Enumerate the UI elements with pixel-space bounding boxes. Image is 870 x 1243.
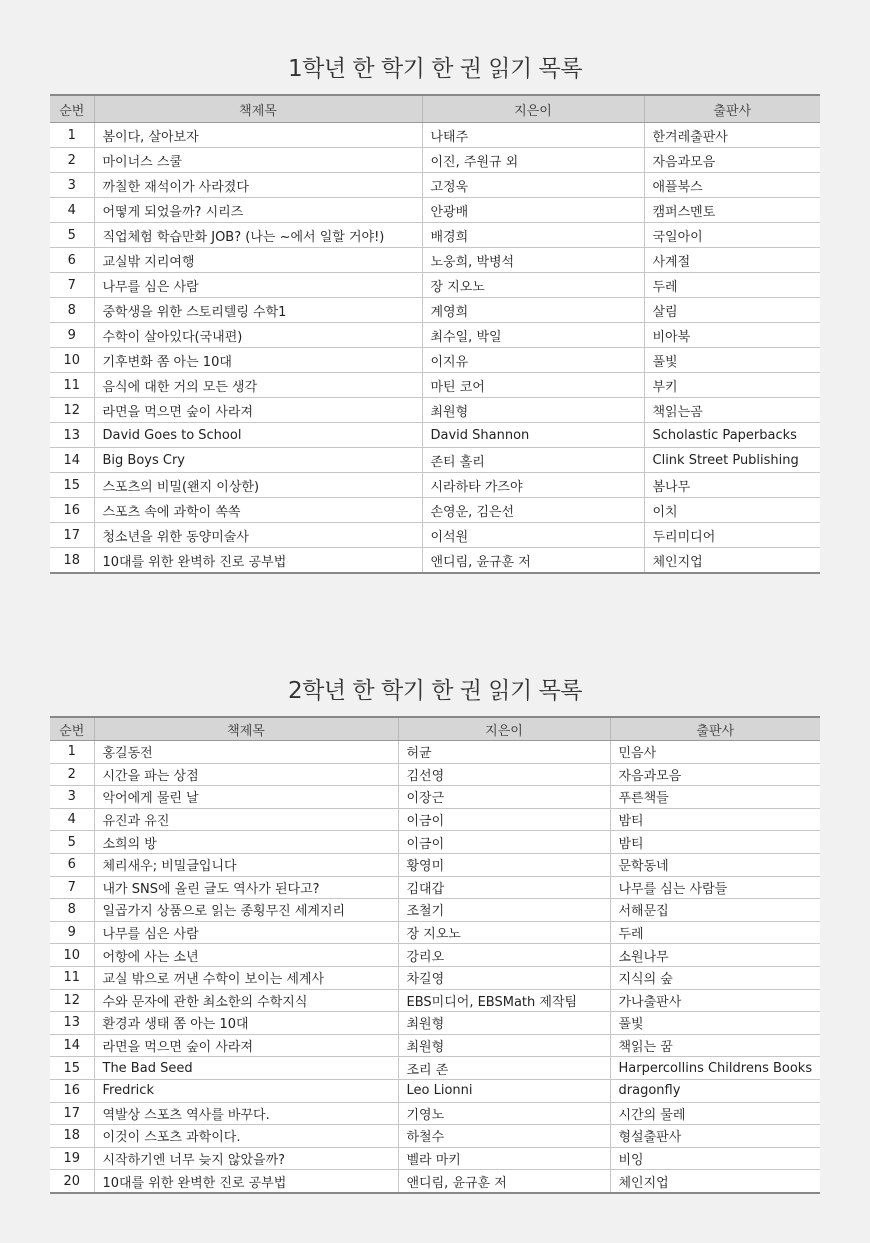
table-header-row [50, 717, 820, 741]
cell-publisher: 봄나무 [644, 473, 820, 498]
grade1-reading-table [50, 94, 820, 574]
cell-no: 20 [50, 1170, 94, 1193]
cell-author: 김선영 [398, 763, 610, 786]
cell-book-title: 역발상 스포츠 역사를 바꾸다. [94, 1102, 398, 1125]
table-row [50, 373, 820, 398]
cell-author: 이석원 [422, 523, 644, 548]
cell-book-title: 어항에 사는 소년 [94, 944, 398, 967]
table-header-row [50, 95, 820, 123]
cell-publisher: 소원나무 [610, 944, 820, 967]
cell-no: 2 [50, 148, 94, 173]
cell-no: 18 [50, 1125, 94, 1148]
cell-author: 시라하타 가즈야 [422, 473, 644, 498]
table-row [50, 876, 820, 899]
cell-publisher: 지식의 숲 [610, 966, 820, 989]
cell-no: 5 [50, 831, 94, 854]
header-author: 지은이 [398, 717, 610, 741]
table-row [50, 1147, 820, 1170]
cell-publisher: 서해문집 [610, 899, 820, 922]
cell-author: 최원형 [398, 1012, 610, 1035]
cell-no: 10 [50, 348, 94, 373]
cell-book-title: 환경과 생태 쫌 아는 10대 [94, 1012, 398, 1035]
table-row [50, 223, 820, 248]
cell-no: 4 [50, 198, 94, 223]
cell-publisher: 민음사 [610, 741, 820, 764]
table-row [50, 944, 820, 967]
table-row [50, 273, 820, 298]
cell-book-title: 중학생을 위한 스토리텔링 수학1 [94, 298, 422, 323]
cell-publisher: Scholastic Paperbacks [644, 423, 820, 448]
table-row [50, 348, 820, 373]
cell-book-title: 악어에게 물린 날 [94, 786, 398, 809]
cell-book-title: 유진과 유진 [94, 808, 398, 831]
cell-book-title: 10대를 위한 완벽한 진로 공부법 [94, 1170, 398, 1193]
cell-author: 손영운, 김은선 [422, 498, 644, 523]
header-publisher: 출판사 [644, 95, 820, 123]
table-row [50, 173, 820, 198]
cell-publisher: Harpercollins Childrens Books [610, 1057, 820, 1080]
header-author: 지은이 [422, 95, 644, 123]
cell-publisher: 이치 [644, 498, 820, 523]
cell-author: 이금이 [398, 808, 610, 831]
cell-no: 19 [50, 1147, 94, 1170]
cell-no: 6 [50, 248, 94, 273]
cell-author: 벨라 마키 [398, 1147, 610, 1170]
cell-author: 나태주 [422, 123, 644, 148]
cell-author: 배경희 [422, 223, 644, 248]
cell-publisher: 가나출판사 [610, 989, 820, 1012]
cell-publisher: 사계절 [644, 248, 820, 273]
cell-book-title: 나무를 심은 사람 [94, 273, 422, 298]
cell-author: 최수일, 박일 [422, 323, 644, 348]
cell-no: 1 [50, 741, 94, 764]
cell-author: 이진, 주원규 외 [422, 148, 644, 173]
cell-book-title: 나무를 심은 사람 [94, 921, 398, 944]
cell-publisher: 두레 [610, 921, 820, 944]
cell-no: 8 [50, 298, 94, 323]
table-row [50, 989, 820, 1012]
header-no: 순번 [50, 95, 94, 123]
cell-no: 13 [50, 1012, 94, 1035]
cell-book-title: 어떻게 되었을까? 시리즈 [94, 198, 422, 223]
cell-author: 앤디림, 윤규훈 저 [398, 1170, 610, 1193]
cell-author: 허균 [398, 741, 610, 764]
cell-book-title: 교실밖 지리여행 [94, 248, 422, 273]
cell-author: 앤디림, 윤규훈 저 [422, 548, 644, 574]
cell-author: 노웅희, 박병석 [422, 248, 644, 273]
grade2-title: 2학년 한 학기 한 권 읽기 목록 [288, 678, 582, 704]
table-row [50, 1012, 820, 1035]
cell-book-title: Big Boys Cry [94, 448, 422, 473]
cell-no: 11 [50, 373, 94, 398]
cell-author: 이장근 [398, 786, 610, 809]
cell-author: David Shannon [422, 423, 644, 448]
header-publisher: 출판사 [610, 717, 820, 741]
cell-book-title: 라면을 먹으면 숲이 사라져 [94, 1034, 398, 1057]
cell-author: 조리 존 [398, 1057, 610, 1080]
cell-author: 최원형 [422, 398, 644, 423]
cell-book-title: 수와 문자에 관한 최소한의 수학지식 [94, 989, 398, 1012]
table-row [50, 1034, 820, 1057]
table-row [50, 853, 820, 876]
cell-publisher: 한겨레출판사 [644, 123, 820, 148]
header-book: 책제목 [94, 717, 398, 741]
cell-author: 장 지오노 [398, 921, 610, 944]
cell-book-title: 교실 밖으로 꺼낸 수학이 보이는 세계사 [94, 966, 398, 989]
table-row [50, 498, 820, 523]
cell-book-title: 스포츠의 비밀(왠지 이상한) [94, 473, 422, 498]
cell-no: 15 [50, 1057, 94, 1080]
cell-publisher: 비잉 [610, 1147, 820, 1170]
cell-author: 안광배 [422, 198, 644, 223]
cell-no: 6 [50, 853, 94, 876]
cell-publisher: 풀빛 [610, 1012, 820, 1035]
grade1-table-body [50, 123, 820, 574]
cell-publisher: 나무를 심는 사람들 [610, 876, 820, 899]
cell-publisher: 밤티 [610, 808, 820, 831]
cell-author: 이지유 [422, 348, 644, 373]
table-row [50, 808, 820, 831]
cell-publisher: 애플북스 [644, 173, 820, 198]
cell-publisher: 두리미디어 [644, 523, 820, 548]
cell-author: 조철기 [398, 899, 610, 922]
cell-author: 최원형 [398, 1034, 610, 1057]
cell-publisher: 시간의 물레 [610, 1102, 820, 1125]
cell-no: 14 [50, 448, 94, 473]
table-row [50, 1079, 820, 1102]
cell-book-title: 소희의 방 [94, 831, 398, 854]
cell-publisher: 캠퍼스멘토 [644, 198, 820, 223]
table-row [50, 786, 820, 809]
table-row [50, 741, 820, 764]
cell-publisher: 책읽는곰 [644, 398, 820, 423]
cell-no: 17 [50, 523, 94, 548]
cell-no: 15 [50, 473, 94, 498]
cell-author: 기영노 [398, 1102, 610, 1125]
cell-publisher: 국일아이 [644, 223, 820, 248]
cell-book-title: 일곱가지 상품으로 읽는 종횡무진 세계지리 [94, 899, 398, 922]
cell-book-title: 마이너스 스쿨 [94, 148, 422, 173]
grade1-title-wrap [0, 50, 870, 83]
table-row [50, 899, 820, 922]
cell-no: 9 [50, 323, 94, 348]
cell-no: 5 [50, 223, 94, 248]
cell-author: EBS미디어, EBSMath 제작팀 [398, 989, 610, 1012]
table-row [50, 448, 820, 473]
cell-author: 장 지오노 [422, 273, 644, 298]
cell-no: 12 [50, 398, 94, 423]
cell-book-title: David Goes to School [94, 423, 422, 448]
cell-publisher: Clink Street Publishing [644, 448, 820, 473]
cell-publisher: 체인지업 [610, 1170, 820, 1193]
cell-no: 7 [50, 876, 94, 899]
cell-publisher: 밤티 [610, 831, 820, 854]
table-row [50, 523, 820, 548]
cell-no: 3 [50, 173, 94, 198]
cell-author: 계영희 [422, 298, 644, 323]
grade2-title-wrap [0, 672, 870, 705]
cell-publisher: 자음과모음 [610, 763, 820, 786]
cell-book-title: 시작하기엔 너무 늦지 않았을까? [94, 1147, 398, 1170]
cell-no: 10 [50, 944, 94, 967]
table-row [50, 398, 820, 423]
cell-book-title: 시간을 파는 상점 [94, 763, 398, 786]
cell-author: Leo Lionni [398, 1079, 610, 1102]
table-row [50, 966, 820, 989]
cell-publisher: 풀빛 [644, 348, 820, 373]
cell-author: 이금이 [398, 831, 610, 854]
cell-book-title: 10대를 위한 완벽하 진로 공부법 [94, 548, 422, 574]
table-row [50, 1170, 820, 1193]
cell-publisher: 자음과모음 [644, 148, 820, 173]
cell-author: 고정욱 [422, 173, 644, 198]
cell-no: 4 [50, 808, 94, 831]
cell-author: 김대갑 [398, 876, 610, 899]
table-row [50, 148, 820, 173]
cell-no: 14 [50, 1034, 94, 1057]
header-book: 책제목 [94, 95, 422, 123]
cell-no: 17 [50, 1102, 94, 1125]
cell-book-title: 까칠한 재석이가 사라졌다 [94, 173, 422, 198]
grade2-table-body [50, 741, 820, 1193]
cell-publisher: 형설출판사 [610, 1125, 820, 1148]
cell-no: 9 [50, 921, 94, 944]
cell-book-title: 스포츠 속에 과학이 쏙쏙 [94, 498, 422, 523]
table-row [50, 423, 820, 448]
cell-book-title: 체리새우; 비밀글입니다 [94, 853, 398, 876]
cell-publisher: 비아북 [644, 323, 820, 348]
cell-no: 8 [50, 899, 94, 922]
cell-no: 7 [50, 273, 94, 298]
cell-publisher: 푸른책들 [610, 786, 820, 809]
table-row [50, 831, 820, 854]
table-row [50, 198, 820, 223]
table-row [50, 763, 820, 786]
cell-no: 1 [50, 123, 94, 148]
cell-book-title: The Bad Seed [94, 1057, 398, 1080]
cell-author: 황영미 [398, 853, 610, 876]
cell-no: 16 [50, 1079, 94, 1102]
table-row [50, 323, 820, 348]
cell-book-title: 음식에 대한 거의 모든 생각 [94, 373, 422, 398]
table-row [50, 921, 820, 944]
cell-no: 12 [50, 989, 94, 1012]
cell-no: 2 [50, 763, 94, 786]
cell-book-title: 수학이 살아있다(국내편) [94, 323, 422, 348]
table-row [50, 548, 820, 574]
cell-no: 13 [50, 423, 94, 448]
cell-book-title: 직업체험 학습만화 JOB? (나는 ~에서 일할 거야!) [94, 223, 422, 248]
cell-author: 차길영 [398, 966, 610, 989]
table-row [50, 1057, 820, 1080]
cell-author: 강리오 [398, 944, 610, 967]
cell-publisher: 책읽는 꿈 [610, 1034, 820, 1057]
grade1-title: 1학년 한 학기 한 권 읽기 목록 [288, 56, 582, 82]
cell-book-title: 봄이다, 살아보자 [94, 123, 422, 148]
cell-book-title: Fredrick [94, 1079, 398, 1102]
table-row [50, 248, 820, 273]
header-no: 순번 [50, 717, 94, 741]
cell-publisher: 부키 [644, 373, 820, 398]
cell-author: 마틴 코어 [422, 373, 644, 398]
cell-author: 존티 홀리 [422, 448, 644, 473]
cell-no: 11 [50, 966, 94, 989]
cell-book-title: 라면을 먹으면 숲이 사라져 [94, 398, 422, 423]
cell-publisher: 문학동네 [610, 853, 820, 876]
cell-book-title: 내가 SNS에 올린 글도 역사가 된다고? [94, 876, 398, 899]
cell-publisher: dragonfly [610, 1079, 820, 1102]
table-row [50, 298, 820, 323]
table-row [50, 1125, 820, 1148]
cell-book-title: 기후변화 쫌 아는 10대 [94, 348, 422, 373]
cell-no: 16 [50, 498, 94, 523]
cell-publisher: 체인지업 [644, 548, 820, 574]
cell-publisher: 살림 [644, 298, 820, 323]
cell-no: 3 [50, 786, 94, 809]
cell-publisher: 두레 [644, 273, 820, 298]
cell-book-title: 홍길동전 [94, 741, 398, 764]
table-row [50, 1102, 820, 1125]
cell-author: 하철수 [398, 1125, 610, 1148]
cell-no: 18 [50, 548, 94, 574]
table-row [50, 473, 820, 498]
cell-book-title: 청소년을 위한 동양미술사 [94, 523, 422, 548]
cell-book-title: 이것이 스포츠 과학이다. [94, 1125, 398, 1148]
table-row [50, 123, 820, 148]
grade2-reading-table [50, 716, 820, 1194]
